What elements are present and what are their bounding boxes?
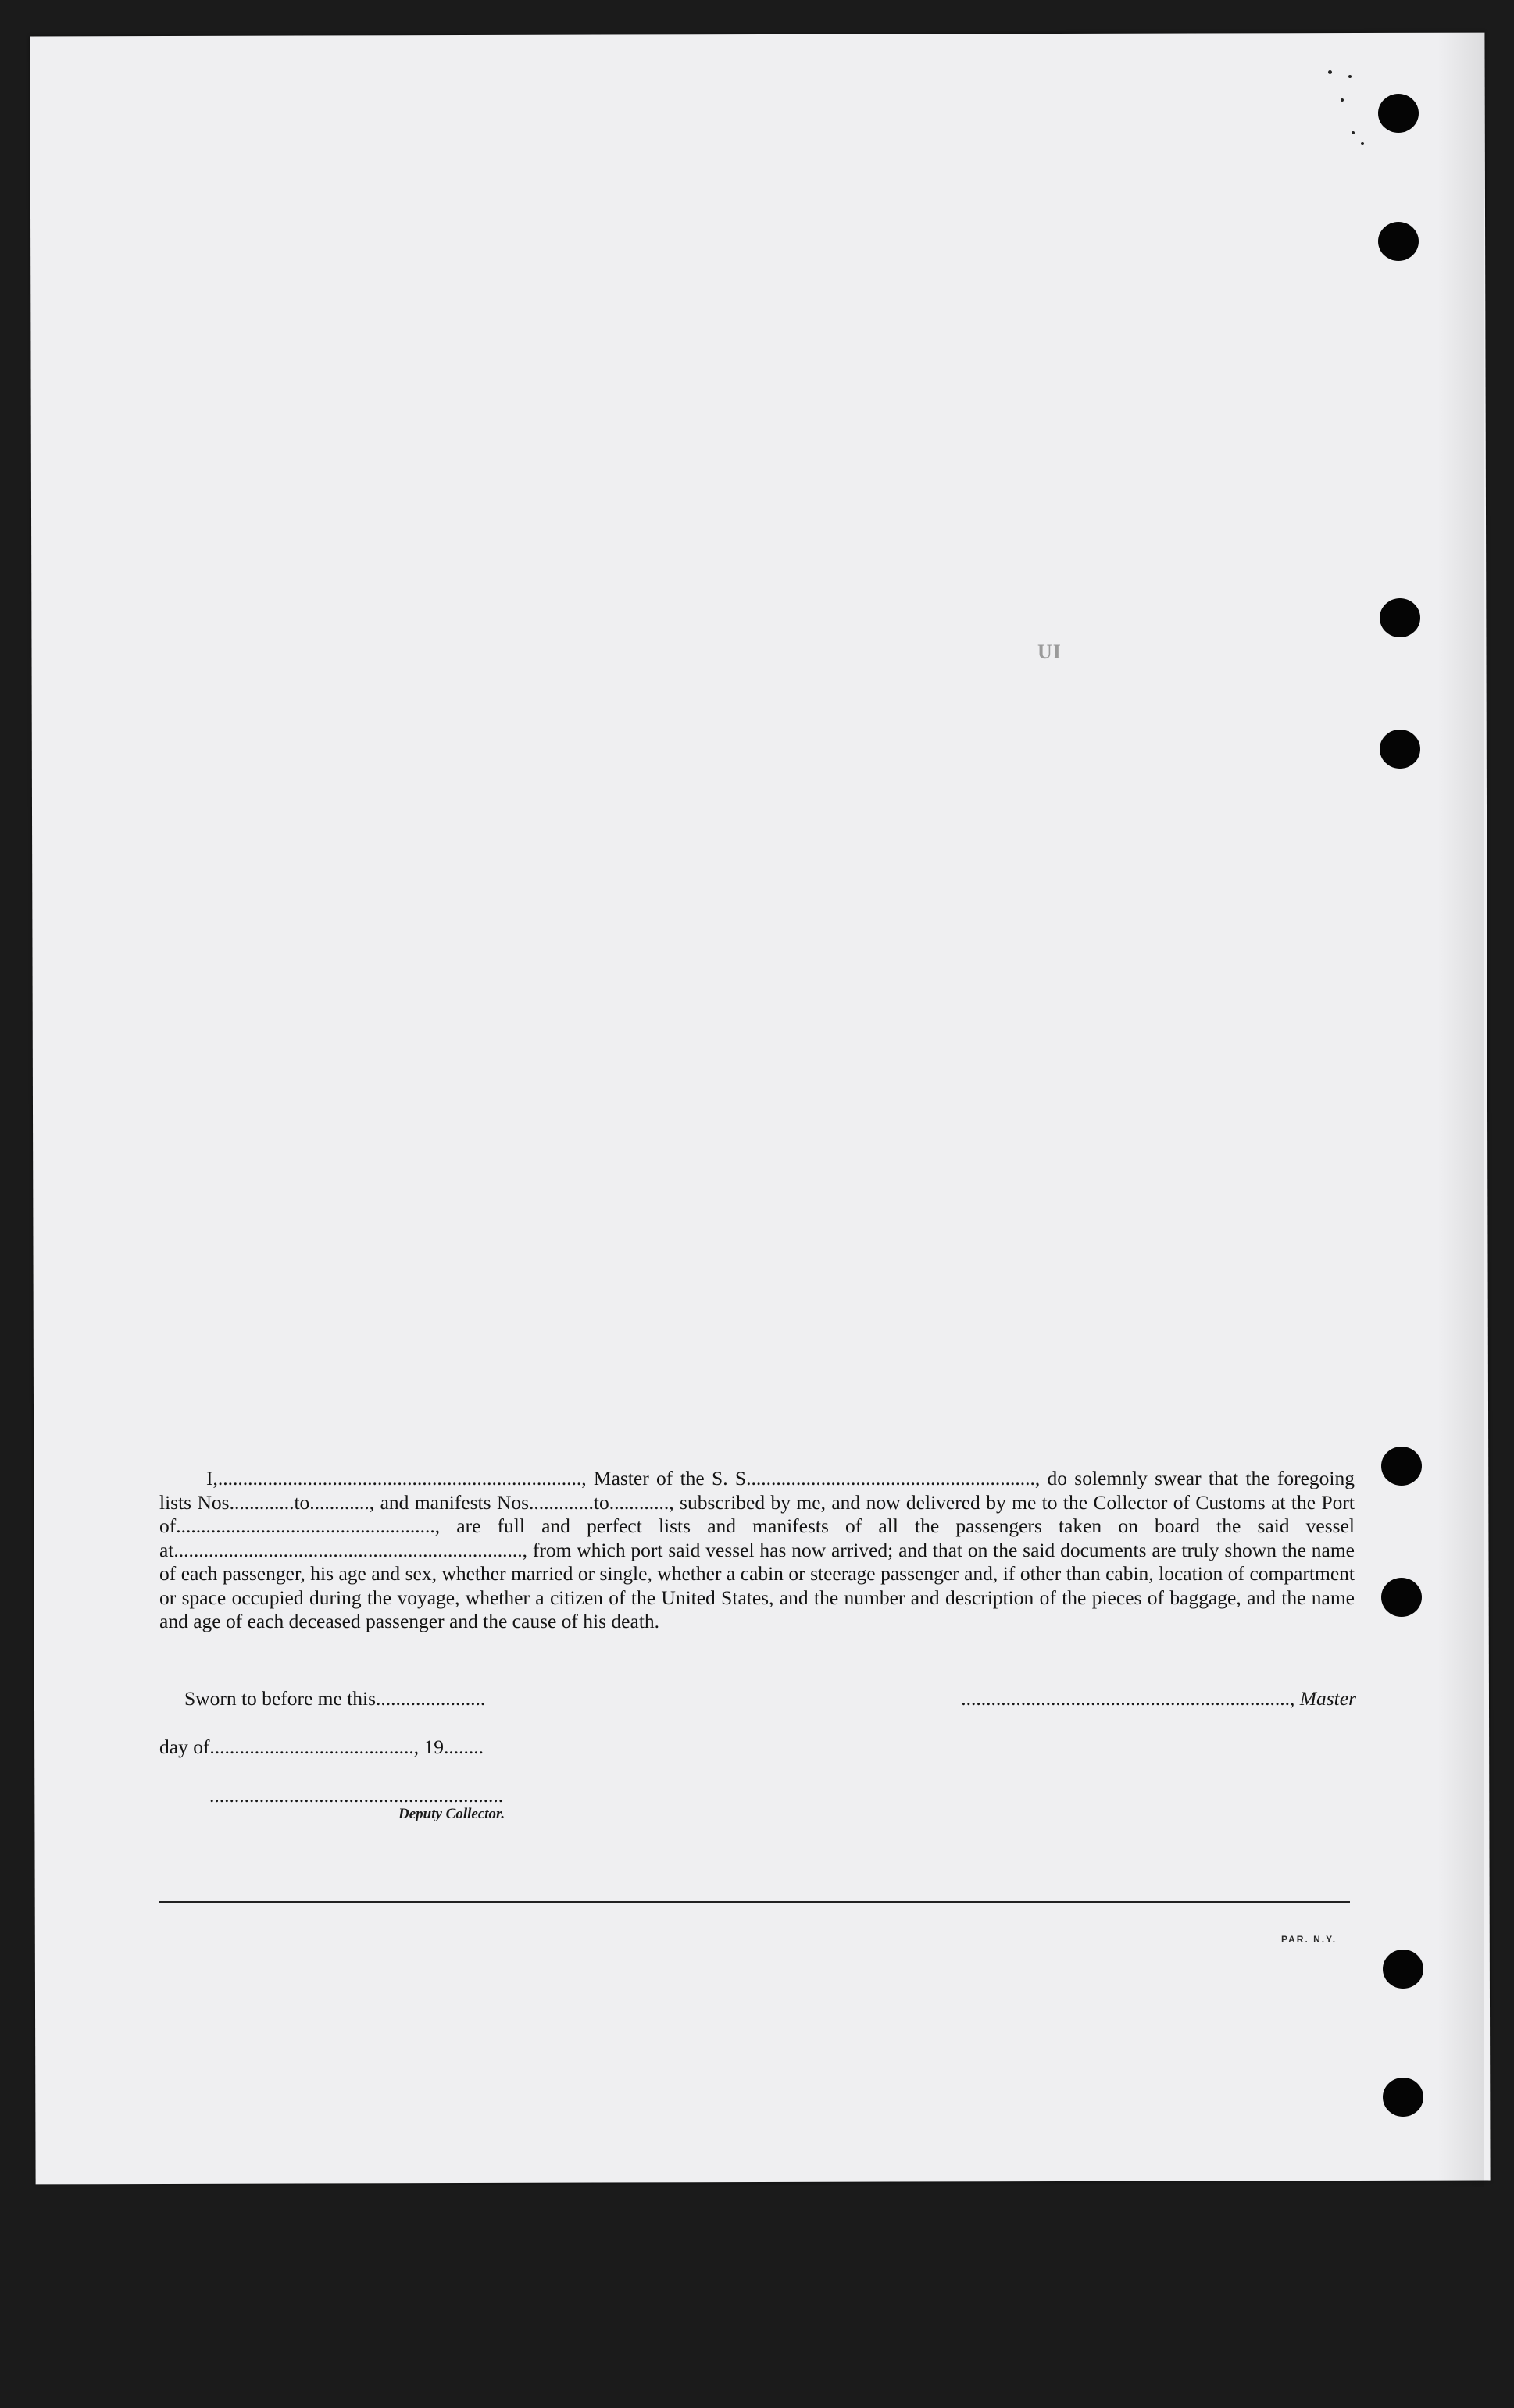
horizontal-rule (159, 1901, 1350, 1903)
deputy-collector-label: Deputy Collector. (398, 1806, 505, 1822)
oath-text: I,........................................................................., Master of the S. S.........................................................., do solemnly swear that the foregoing lists Nos.............to............, and manifests Nos.............to............, subscribed by me, and now delivered by me to the Collector of Customs at the Port of...................................................., are full and perfect lists and manifests of all the passengers taken on board the said vessel at......................................................................, from which port said vessel has now arrived; and that on the said documents are truly shown the name of each passenger, his age and sex, whether married or single, whether a cabin or steerage passenger and, if other than cabin, location of compartment or space occupied during the voyage, whether a citizen of the United States, and the number and description of the pieces of baggage, and the name and age of each deceased passenger and the cause of his death. (159, 1467, 1355, 1632)
date-row (159, 1736, 1356, 1759)
faint-stamp-mark: UI (1037, 640, 1062, 663)
master-signature (961, 1687, 1356, 1711)
punch-hole (1378, 222, 1419, 261)
punch-hole (1383, 2078, 1423, 2117)
punch-hole (1381, 1447, 1422, 1486)
punch-hole (1380, 730, 1420, 769)
punch-hole (1381, 1578, 1422, 1617)
deputy-signature-line: ........................................................... (209, 1784, 504, 1807)
document-page (30, 33, 1490, 2185)
page-edge-shadow (1437, 31, 1484, 2187)
speck (1348, 75, 1352, 78)
punch-hole (1378, 94, 1419, 133)
oath-paragraph (159, 1467, 1355, 1634)
day-text: day of........................................., 19........ (159, 1736, 484, 1758)
speck (1361, 142, 1364, 145)
master-signature-dots: .................................................................., (961, 1687, 1295, 1710)
speck (1341, 98, 1344, 102)
printer-mark: PAR. N.Y. (1281, 1934, 1337, 1945)
master-label: Master (1299, 1687, 1356, 1710)
sworn-text: Sworn to before me this...................... (184, 1687, 486, 1710)
speck (1328, 70, 1332, 74)
punch-hole (1383, 1950, 1423, 1989)
speck (1352, 131, 1355, 134)
punch-hole (1380, 598, 1420, 637)
